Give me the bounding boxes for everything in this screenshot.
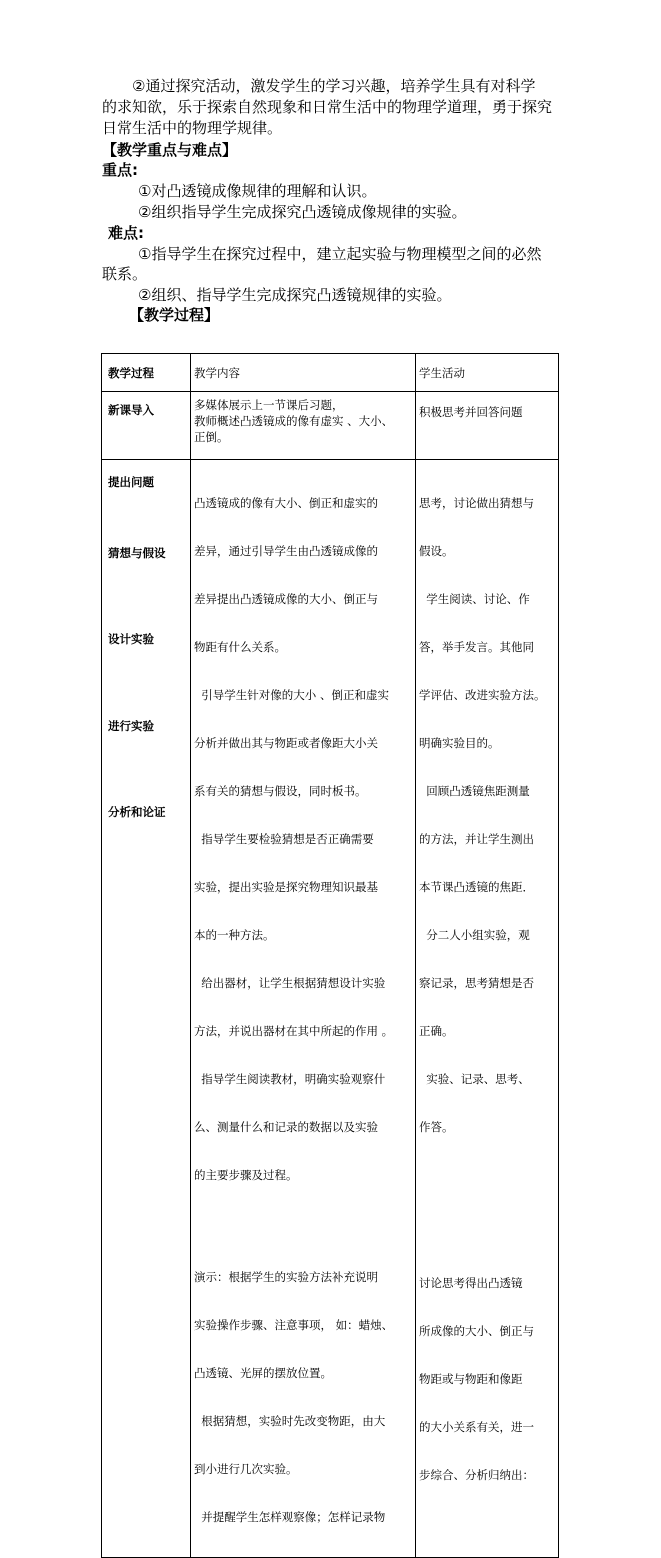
header-stage: 教学过程 bbox=[102, 354, 191, 392]
content-line: 凸透镜、光屏的摆放位置。 bbox=[194, 1366, 332, 1380]
table-row bbox=[102, 460, 559, 1558]
activity-line: 思考，讨论做出猜想与 bbox=[419, 496, 534, 510]
content-line: 差异，通过引导学生由凸透镜成像的 bbox=[194, 544, 378, 558]
activity-line: 答，举手发言。其他同 bbox=[419, 640, 534, 654]
activity-line bbox=[419, 1167, 555, 1189]
heading-process: 【教学过程】 bbox=[129, 306, 220, 324]
content-line: 并提醒学生怎样观察像；怎样记录物 bbox=[194, 1510, 386, 1524]
content-line: 分析并做出其与物距或者像距大小关 bbox=[194, 736, 378, 750]
content-line: 给出器材，让学生根据猜想设计实验 bbox=[194, 976, 386, 990]
key-item-2: ②组织指导学生完成探究凸透镜成像规律的实验。 bbox=[138, 203, 467, 221]
activity-line: 正确。 bbox=[419, 1024, 454, 1038]
activity-line: 的大小关系有关，进一 bbox=[419, 1420, 534, 1434]
content-line: 么、测量什么和记录的数据以及实验 bbox=[194, 1120, 378, 1134]
activity-line: 作答。 bbox=[419, 1120, 454, 1134]
table-row bbox=[102, 392, 559, 460]
activity-line: 讨论思考得出凸透镜 bbox=[419, 1276, 523, 1290]
content-line: 物距有什么关系。 bbox=[194, 640, 286, 654]
difficulty-line-3: ②组织、指导学生完成探究凸透镜规律的实验。 bbox=[138, 286, 452, 304]
key-label: 重点: bbox=[102, 161, 138, 179]
activity-cell-intro bbox=[416, 392, 559, 460]
content-line: 的主要步骤及过程。 bbox=[194, 1168, 298, 1182]
content-line: 演示：根据学生的实验方法补充说明 bbox=[194, 1270, 378, 1284]
activity-line: 明确实验目的。 bbox=[419, 736, 500, 750]
heading-key-points: 【教学重点与难点】 bbox=[102, 141, 238, 159]
content-line: 方法，并说出器材在其中所起的作用 。 bbox=[194, 1024, 394, 1038]
content-line: 引导学生针对像的大小 、倒正和虚实 bbox=[194, 688, 389, 702]
intro-line-3: 日常生活中的物理学规律。 bbox=[102, 119, 283, 137]
content-line: 本的一种方法。 bbox=[194, 928, 275, 942]
stage-ask-question: 提出问题 bbox=[108, 475, 154, 489]
content-line: 实验操作步骤、注意事项， 如：蜡烛、 bbox=[194, 1318, 394, 1332]
content-line: 根据猜想，实验时先改变物距，由大 bbox=[194, 1414, 386, 1428]
activity-line: 物距或与物距和像距 bbox=[419, 1372, 523, 1386]
activity-line: 的方法，并让学生测出 bbox=[419, 832, 534, 846]
stage-cell-main bbox=[102, 460, 191, 1558]
stage-intro-label: 新课导入 bbox=[108, 403, 154, 417]
activity-line: 学生阅读、讨论、作 bbox=[419, 592, 530, 606]
stage-cell-intro bbox=[102, 392, 191, 460]
difficulty-line-2: 联系。 bbox=[102, 265, 148, 283]
content-line: 实验，提出实验是探究物理知识最基 bbox=[194, 880, 378, 894]
content-line: 到小进行几次实验。 bbox=[194, 1462, 298, 1476]
content-line: 指导学生要检验猜想是否正确需要 bbox=[194, 832, 374, 846]
activity-line: 本节课凸透镜的焦距． bbox=[419, 880, 534, 894]
activity-line: 所成像的大小、倒正与 bbox=[419, 1324, 534, 1338]
content-line: 教师概述凸透镜成的像有虚实 、大小、 bbox=[194, 414, 394, 428]
activity-line: 学评估、改进实验方法。 bbox=[419, 688, 546, 702]
content-line: 系有关的猜想与假设，同时板书。 bbox=[194, 784, 367, 798]
activity-line: 实验、记录、思考、 bbox=[419, 1072, 530, 1086]
activity-line: 回顾凸透镜焦距测量 bbox=[419, 784, 530, 798]
header-content: 教学内容 bbox=[191, 354, 416, 392]
content-line: 差异提出凸透镜成像的大小、倒正与 bbox=[194, 592, 378, 606]
activity-line: 假设。 bbox=[419, 544, 454, 558]
content-line: 多媒体展示上一节课后习题， bbox=[194, 398, 344, 412]
activity-cell-main bbox=[416, 460, 559, 1558]
content-line: 指导学生阅读教材，明确实验观察什 bbox=[194, 1072, 386, 1086]
lesson-process-table bbox=[101, 353, 559, 1558]
content-cell-main bbox=[191, 460, 416, 1558]
stage-conduct-experiment: 进行实验 bbox=[108, 719, 154, 733]
activity-line: 积极思考并回答问题 bbox=[419, 405, 523, 419]
activity-line: 分二人小组实验，观 bbox=[419, 928, 530, 942]
content-line: 正倒。 bbox=[194, 430, 229, 444]
key-item-1: ①对凸透镜成像规律的理解和认识。 bbox=[138, 182, 377, 200]
stage-analysis: 分析和论证 bbox=[108, 805, 166, 819]
intro-line-2: 的求知欲，乐于探索自然现象和日常生活中的物理学道理，勇于探究 bbox=[102, 98, 553, 116]
stage-design-experiment: 设计实验 bbox=[108, 632, 154, 646]
activity-line bbox=[419, 1221, 555, 1243]
table-header-row bbox=[102, 354, 559, 392]
content-line bbox=[194, 1215, 412, 1237]
content-line: 凸透镜成的像有大小、倒正和虚实的 bbox=[194, 496, 378, 510]
activity-line: 步综合、分析归纳出： bbox=[419, 1468, 534, 1482]
stage-hypothesis: 猜想与假设 bbox=[108, 546, 166, 560]
activity-line: 察记录，思考猜想是否 bbox=[419, 976, 534, 990]
difficulty-line-1: ①指导学生在探究过程中，建立起实验与物理模型之间的必然 bbox=[138, 245, 542, 263]
content-cell-intro bbox=[191, 392, 416, 460]
difficulty-label: 难点: bbox=[108, 224, 144, 242]
intro-line-1: ②通过探究活动，激发学生的学习兴趣，培养学生具有对科学 bbox=[102, 77, 536, 95]
header-activity: 学生活动 bbox=[416, 354, 559, 392]
